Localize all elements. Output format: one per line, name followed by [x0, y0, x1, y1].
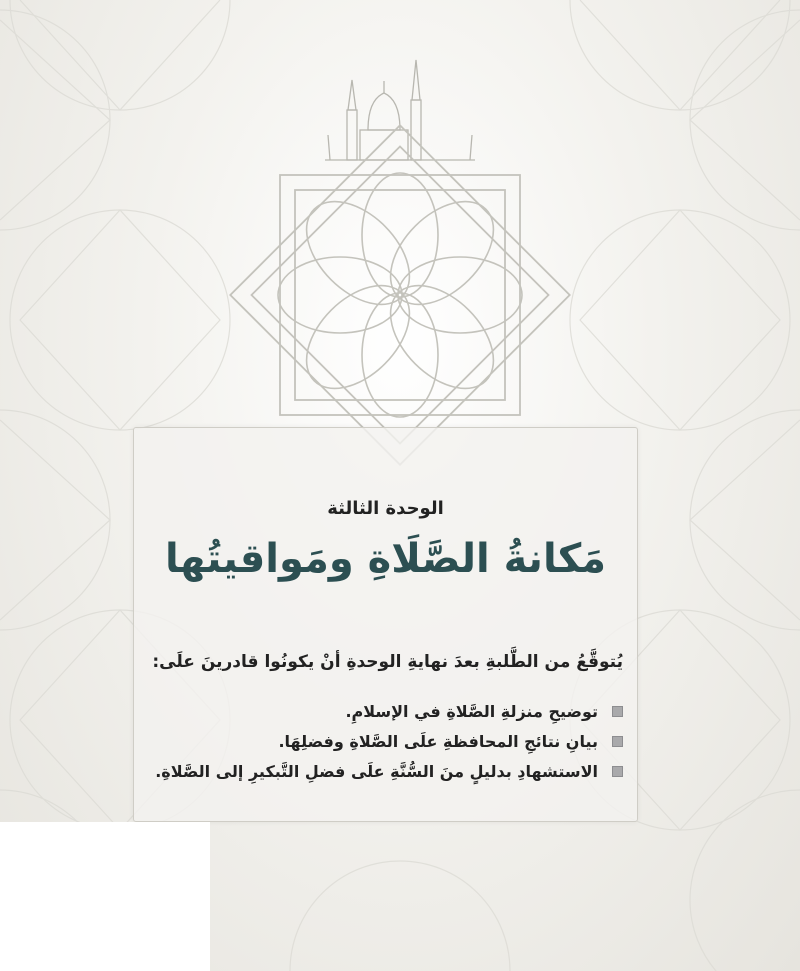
objective-item — [144, 756, 623, 786]
objectives-intro: يُتوقَّعُ من الطَّلبةِ بعدَ نهايةِ الوحدةِ أنْ يكونُوا قادرينَ علَى: — [152, 652, 623, 672]
square-bullet-icon — [612, 766, 623, 777]
square-bullet-icon — [612, 706, 623, 717]
unit-title: مَكانةُ الصَّلَاةِ ومَواقيتُها — [165, 536, 606, 582]
objective-text: بيانِ نتائجِ المحافظةِ علَى الصَّلاةِ وفضلِهَا. — [278, 731, 598, 751]
emblem — [200, 55, 600, 475]
unit-label: الوحدة الثالثة — [327, 498, 444, 519]
objective-text: الاستشهادِ بدليلٍ منَ السُّنَّةِ علَى فضلِ التَّبكيرِ إلى الصَّلاةِ. — [155, 761, 598, 781]
octagram-ornament — [230, 125, 569, 464]
objective-item — [144, 696, 623, 726]
objective-item — [144, 726, 623, 756]
square-bullet-icon — [612, 736, 623, 747]
objectives-list — [144, 696, 623, 786]
unit-panel — [133, 427, 638, 822]
objective-text: توضيحِ منزلةِ الصَّلاةِ في الإسلامِ. — [345, 701, 598, 721]
blank-corner-block — [0, 822, 210, 971]
mosque-icon — [325, 60, 475, 160]
